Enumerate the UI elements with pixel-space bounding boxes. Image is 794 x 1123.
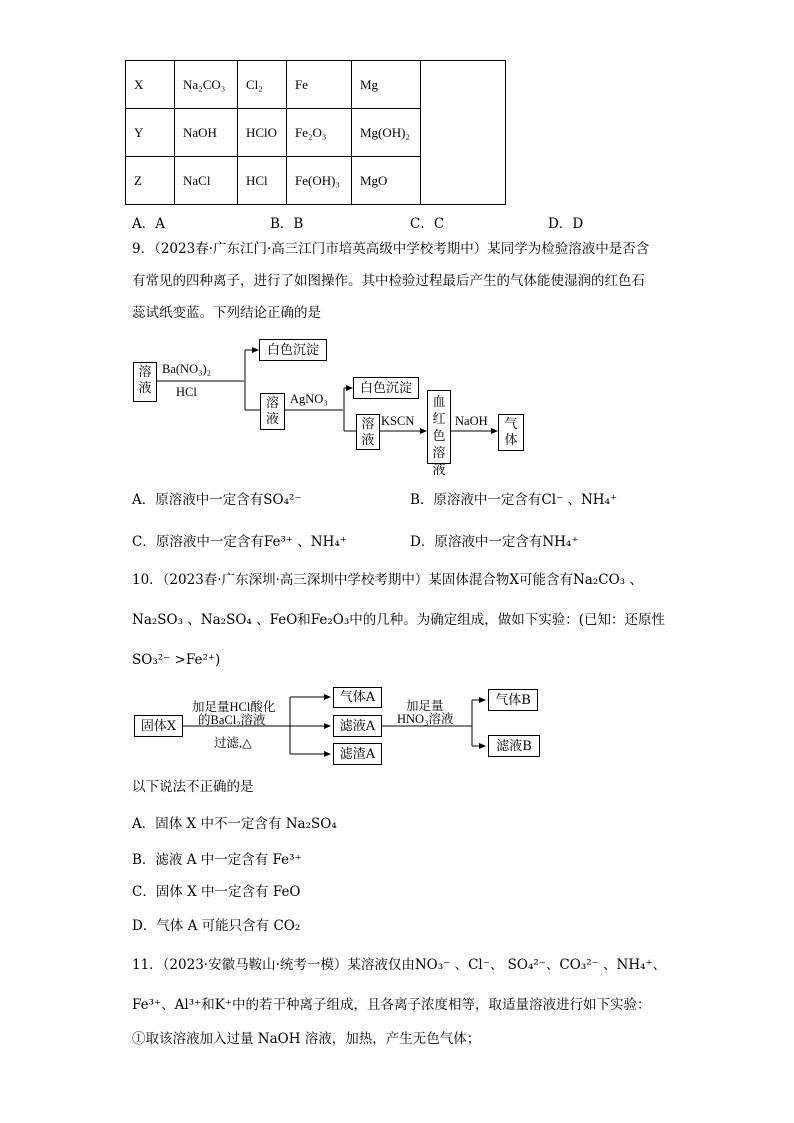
q9-stem-line2: 有常见的四种离子，进行了如图操作。其中检验过程最后产生的气体能使湿润的红色石: [132, 273, 645, 289]
q10-option-b: B．滤液 A 中一定含有 Fe³⁺: [132, 852, 302, 868]
box-solid-x: 固体X: [134, 715, 183, 737]
table-cell: Mg(OH)₂: [352, 109, 421, 157]
reagent-hcl-bacl2-line1: 加足量HCl酸化: [192, 700, 276, 714]
q10-option-a: A．固体 X 中不一定含有 Na₂SO₄: [132, 816, 337, 832]
reagent-agno3: AgNO₃: [290, 392, 328, 406]
box-filtrate-b: 滤液B: [488, 735, 540, 757]
q10-question: 以下说法不正确的是: [132, 779, 254, 795]
reagent-hcl: HCl: [176, 385, 197, 399]
table-cell: MgO: [352, 157, 421, 205]
box-white-precipitate-1: 白色沉淀: [259, 339, 327, 361]
reagent-kscn: KSCN: [381, 414, 415, 428]
q10-option-d: D．气体 A 可能只含有 CO₂: [132, 918, 301, 934]
table-cell: Fe: [287, 61, 352, 109]
table-cell: Z: [126, 157, 175, 205]
table-cell: Na₂CO₃: [175, 61, 238, 109]
q10-option-c: C．固体 X 中一定含有 FeO: [132, 884, 301, 900]
q9-option-d: D．原溶液中一定含有NH₄⁺: [410, 534, 579, 550]
q9-stem-line1: 9．（2023春·广东江门·高三江门市培英高级中学校考期中）某同学为检验溶液中是否含: [132, 241, 650, 257]
box-gas: 气体: [498, 414, 524, 451]
table-cell: X: [126, 61, 175, 109]
box-gas-a: 气体A: [333, 687, 382, 708]
reagent-hcl-bacl2-line2: 的BaCl₂溶液: [198, 713, 266, 727]
q8-option-b: B．B: [270, 216, 304, 232]
q8-option-a: A．A: [132, 216, 165, 232]
box-solution-start: 溶液: [133, 362, 157, 402]
q8-option-d: D．D: [548, 216, 584, 232]
q11-stem-line1: 11．（2023·安徽马鞍山·统考一模）某溶液仅由NO₃⁻ 、Cl⁻、 SO₄²⁻、CO₃²⁻ 、NH₄⁺、: [132, 957, 667, 973]
box-residue-a: 滤渣A: [333, 743, 382, 765]
q9-option-c: C．原溶液中一定含有Fe³⁺ 、NH₄⁺: [132, 534, 347, 550]
table-cell: Fe(OH)₃: [287, 157, 352, 205]
table-cell: Cl₂: [238, 61, 287, 109]
q9-option-b: B．原溶液中一定含有Cl⁻ 、NH₄⁺: [410, 492, 618, 508]
table-cell: Y: [126, 109, 175, 157]
table-cell: NaOH: [175, 109, 238, 157]
table-cell: NaCl: [175, 157, 238, 205]
box-gas-b: 气体B: [488, 689, 538, 711]
table-cell: HClO: [238, 109, 287, 157]
q10-stem-line1: 10．（2023春·广东深圳·高三深圳中学校考期中）某固体混合物X可能含有Na₂CO₃ 、: [132, 572, 643, 588]
table-cell: Fe₂O₃: [287, 109, 352, 157]
box-solution-3: 溶液: [356, 414, 380, 450]
box-blood-red-solution: 血红色溶液: [427, 390, 451, 464]
reagent-hno3-line2: HNO₃溶液: [397, 712, 454, 726]
q10-stem-line2: Na₂SO₃ 、Na₂SO₄ 、FeO和Fe₂O₃中的几种。为确定组成，做如下实验：(已知：还原性: [132, 612, 666, 628]
box-filtrate-a: 滤液A: [333, 715, 382, 737]
reagent-ba-no3: Ba(NO₃)₂: [162, 362, 211, 376]
reagent-filter-heat: 过滤,△: [214, 736, 252, 750]
q10-stem-line3: SO₃²⁻ >Fe²⁺): [132, 652, 221, 668]
reagent-naoh: NaOH: [455, 414, 488, 428]
q11-stem-line3: ①取该溶液加入过量 NaOH 溶液，加热，产生无色气体；: [132, 1031, 481, 1047]
table-cell: Mg: [352, 61, 421, 109]
q8-option-c: C．C: [410, 216, 445, 232]
box-white-precipitate-2: 白色沉淀: [353, 377, 419, 399]
q9-stem-line3: 蕊试纸变蓝。下列结论正确的是: [132, 305, 321, 321]
table-cell: HCl: [238, 157, 287, 205]
q11-stem-line2: Fe³⁺、Al³⁺和K⁺中的若干种离子组成，且各离子浓度相等，取适量溶液进行如下实验：: [132, 997, 651, 1013]
box-solution-2: 溶液: [260, 393, 285, 430]
reagent-hno3-line1: 加足量: [406, 699, 444, 713]
q9-option-a: A．原溶液中一定含有SO₄²⁻: [132, 492, 302, 508]
